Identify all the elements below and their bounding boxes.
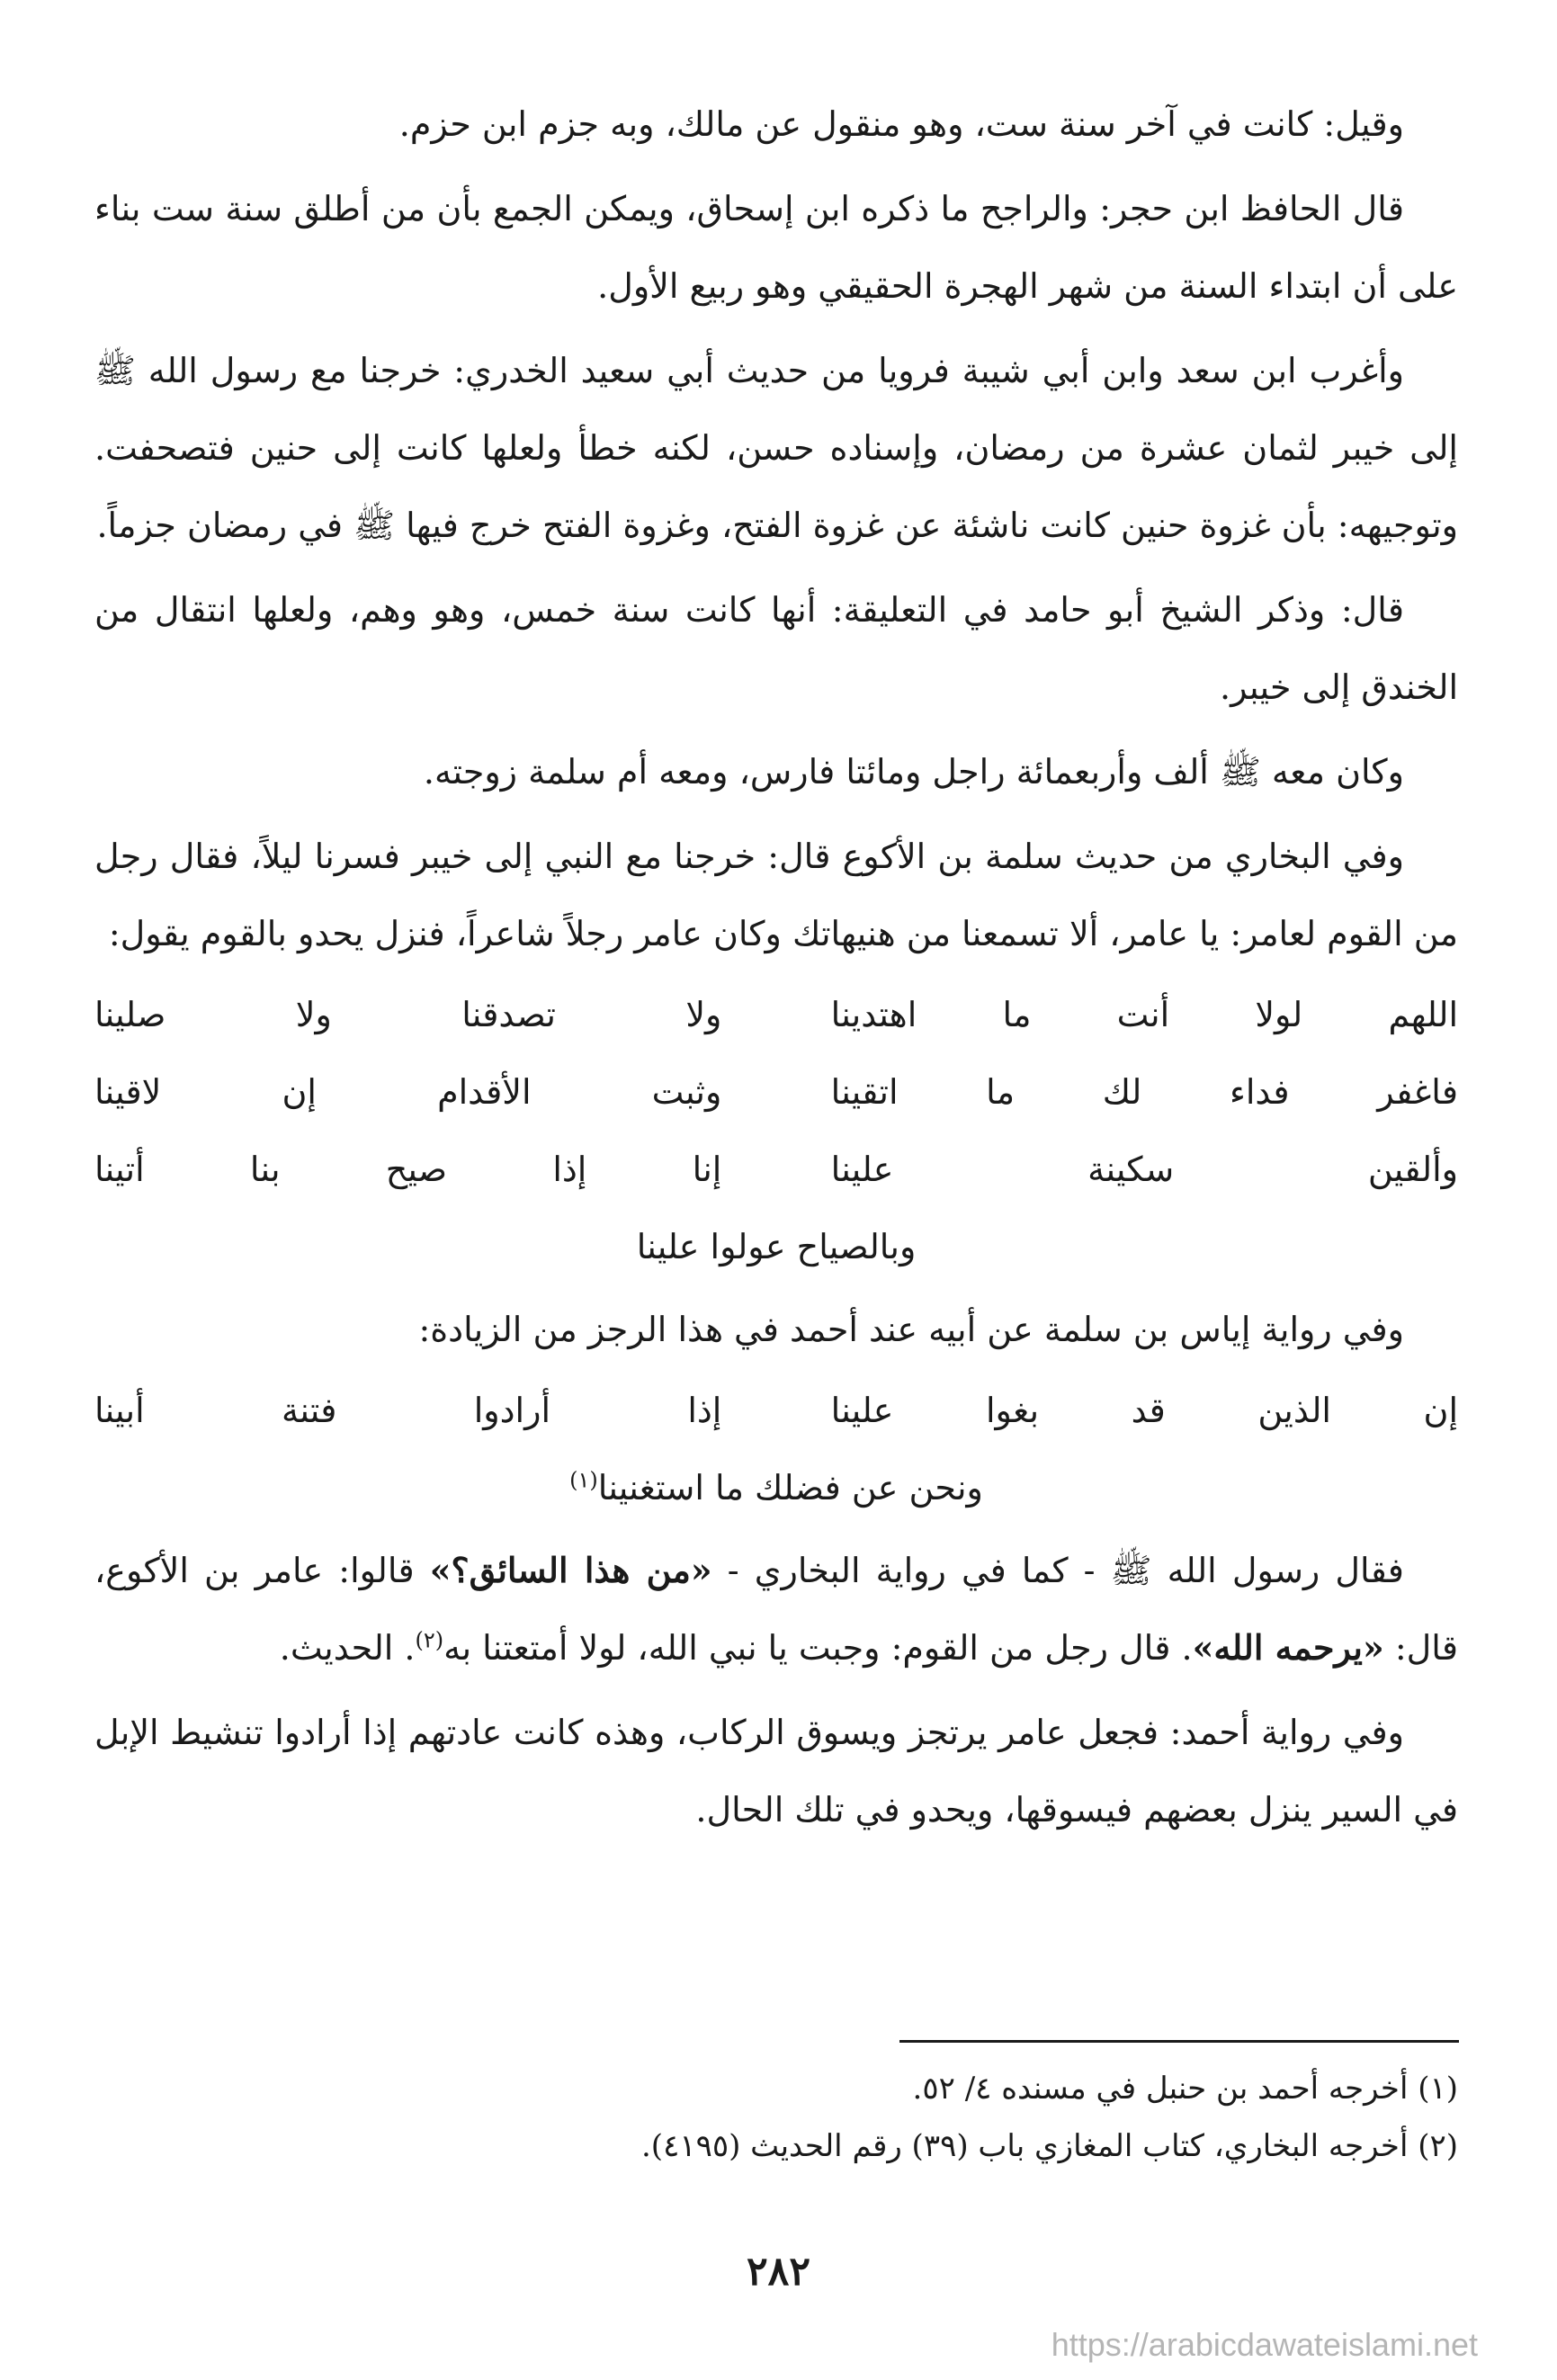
poem-1-verse-1 — [94, 976, 1458, 1053]
paragraph-8-part-a: فقال رسول الله ﷺ - كما في رواية البخاري - — [711, 1551, 1404, 1590]
footnote-divider — [899, 2040, 1459, 2043]
poem-2-closing — [94, 1449, 1458, 1526]
hemistich-first: فاغفر فداء لك ما اتقينا — [830, 1072, 1458, 1112]
main-text — [94, 85, 1458, 1856]
hemistich-second: إنا إذا صيح بنا أتينا — [94, 1150, 722, 1189]
poem-2 — [94, 1372, 1458, 1526]
watermark-url: https://arabicdawateislami.net — [1051, 2326, 1478, 2363]
poem-2-closing-text: ونحن عن فضلك ما استغنينا — [597, 1468, 983, 1508]
paragraph-3: وأغرب ابن سعد وابن أبي شيبة فرويا من حديث أبي سعيد الخدري: خرجنا مع رسول الله ﷺ إلى خيبر لثمان عشرة من رمضان، وإسناده حسن، لكنه خطأ ولعلها كانت إلى حنين فتصحفت. وتوجيهه: بأن غزوة حنين كانت ناشئة عن غزوة الفتح، وغزوة الفتح خرج فيها ﷺ في رمضان جزماً. — [94, 351, 1458, 545]
paragraph-8 — [94, 1532, 1458, 1687]
poem-2-verse-1 — [94, 1372, 1458, 1449]
quote-may-god-have-mercy: «يرحمه الله» — [1192, 1627, 1384, 1668]
poem-1 — [94, 976, 1458, 1285]
paragraph-6: وفي البخاري من حديث سلمة بن الأكوع قال: خرجنا مع النبي إلى خيبر فسرنا ليلاً، فقال رجل من القوم لعامر: يا عامر، ألا تسمعنا من هنيهاتك وكان عامر رجلاً شاعراً، فنزل يحدو بالقوم يقول: — [94, 837, 1458, 953]
paragraph-2: قال الحافظ ابن حجر: والراجح ما ذكره ابن إسحاق، ويمكن الجمع بأن من أطلق سنة ست بناء على أن ابتداء السنة من شهر الهجرة الحقيقي وهو ربيع الأول. — [94, 189, 1458, 306]
footnote-ref-2[interactable]: (٢) — [415, 1627, 444, 1653]
footnote-ref-1[interactable]: (١) — [569, 1467, 598, 1493]
hemistich-second: ولا تصدقنا ولا صلينا — [94, 995, 722, 1034]
footnote-1: (١) أخرجه أحمد بن حنبل في مسنده ٤/ ٥٢. — [912, 2071, 1458, 2107]
paragraph-8-part-c: . قال رجل من القوم: وجبت يا نبي الله، لولا أمتعتنا به — [443, 1628, 1193, 1668]
paragraph-4: قال: وذكر الشيخ أبو حامد في التعليقة: أنها كانت سنة خمس، وهو وهم، ولعلها انتقال من الخندق إلى خيبر. — [94, 590, 1458, 707]
poem-1-verse-2 — [94, 1053, 1458, 1131]
paragraph-9: وفي رواية أحمد: فجعل عامر يرتجز ويسوق الركاب، وهذه كانت عادتهم إذا أرادوا تنشيط الإبل في السير ينزل بعضهم فيسوقها، ويحدو في تلك الحال. — [94, 1713, 1458, 1830]
hemistich-first: إن الذين قد بغوا علينا — [830, 1391, 1458, 1430]
paragraph-1: وقيل: كانت في آخر سنة ست، وهو منقول عن مالك، وبه جزم ابن حزم. — [398, 104, 1404, 144]
hemistich-first: اللهم لولا أنت ما اهتدينا — [830, 995, 1458, 1034]
hemistich-first: وألقين سكينة علينا — [830, 1150, 1458, 1189]
footnotes — [94, 2060, 1458, 2175]
hemistich-second: وثبت الأقدام إن لاقينا — [94, 1072, 722, 1112]
footnote-2: (٢) أخرجه البخاري، كتاب المغازي باب (٣٩) رقم الحديث (٤١٩٥). — [640, 2128, 1458, 2164]
hemistich-second: إذا أرادوا فتنة أبينا — [94, 1391, 722, 1430]
paragraph-8-part-b: قالوا: عامر بن الأكوع، قال: — [94, 1551, 1458, 1668]
poem-1-verse-3 — [94, 1131, 1458, 1208]
paragraph-5: وكان معه ﷺ ألف وأربعمائة راجل ومائتا فارس، ومعه أم سلمة زوجته. — [423, 752, 1404, 792]
paragraph-8-part-d: . الحديث. — [279, 1628, 416, 1668]
page-number: ٢٨٢ — [747, 2249, 810, 2295]
quote-who-is-driver: «من هذا السائق؟» — [429, 1550, 712, 1590]
poem-1-closing: وبالصياح عولوا علينا — [636, 1227, 917, 1266]
paragraph-7: وفي رواية إياس بن سلمة عن أبيه عند أحمد في هذا الرجز من الزيادة: — [418, 1310, 1404, 1349]
